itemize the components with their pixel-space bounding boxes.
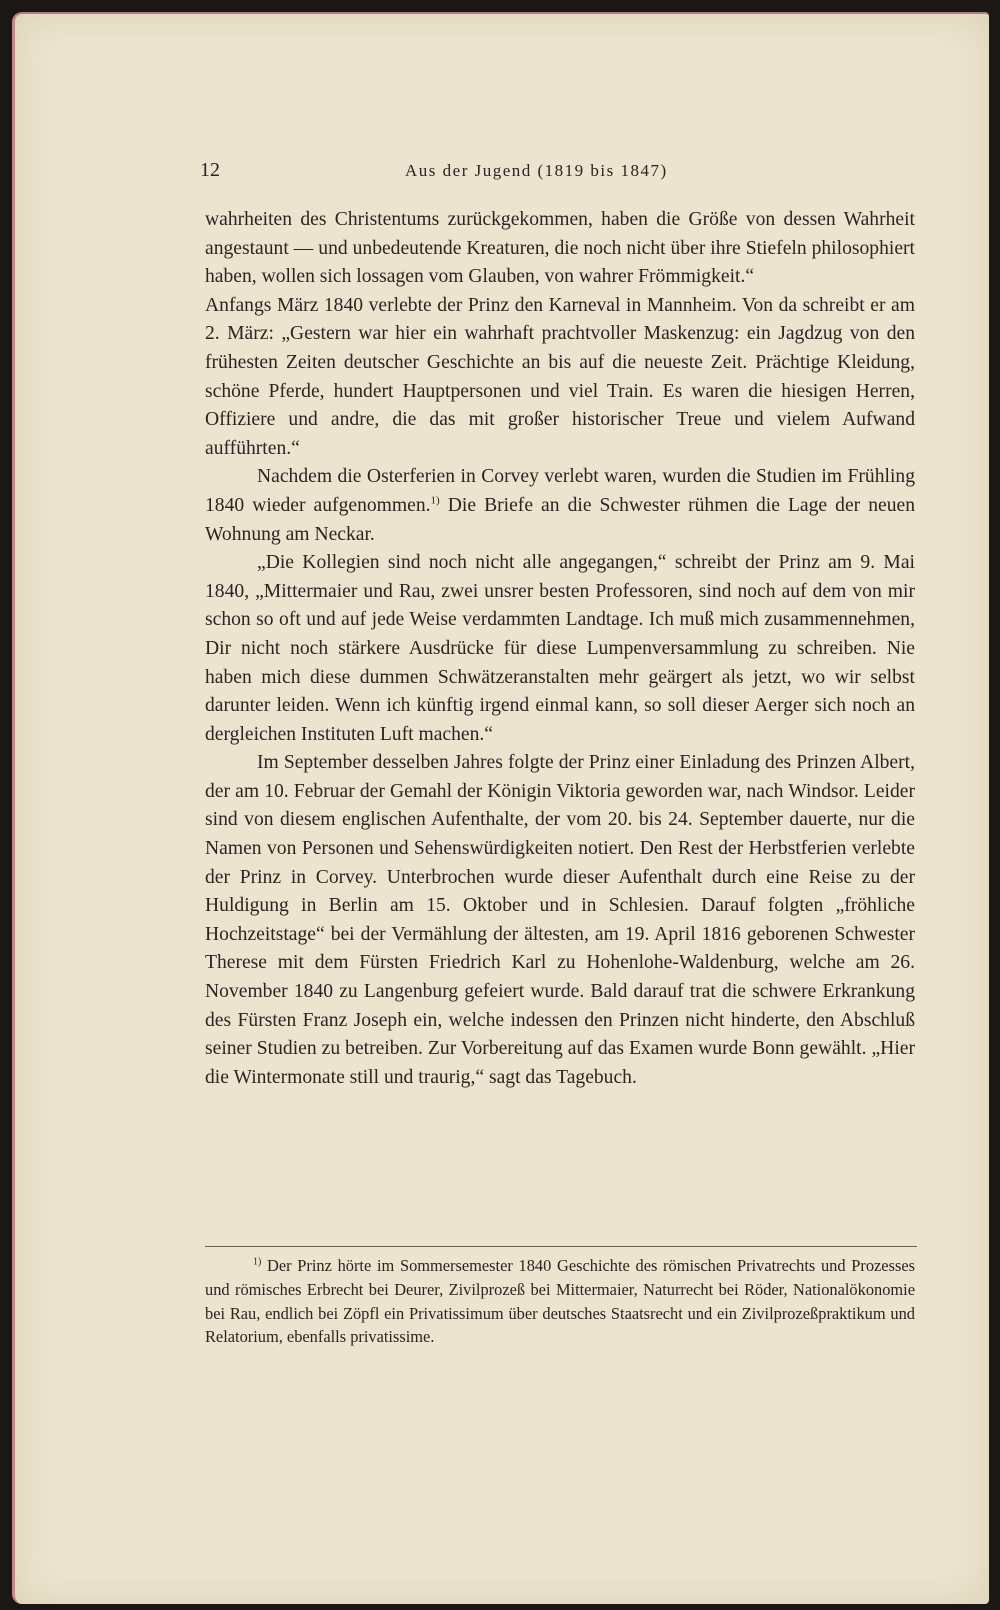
- page-header: [200, 159, 940, 189]
- book-page: [12, 12, 989, 1604]
- page-number: 12: [200, 159, 220, 181]
- paragraph-3-text: Nachdem die Osterferien in Corvey verlebt waren, wurden die Studien im Frühling 1840 wieder aufgenommen.: [205, 466, 915, 516]
- footnote: [205, 1254, 915, 1349]
- paragraph-5: Im September desselben Jahres folgte der Prinz einer Einladung des Prinzen Albert, der am 10. Februar der Gemahl der Königin Viktoria geworden war, nach Windsor. Leider sind von diesem englischen Aufenthalte, der vom 20. bis 24. September dauerte, nur die Namen von Personen und Sehenswürdigkeiten notiert. Den Rest der Herbstferien verlebte der Prinz in Corvey. Unterbrochen wurde dieser Aufenthalt durch eine Reise zu der Huldigung in Berlin am 15. Oktober und in Schlesien. Darauf folgten „fröhliche Hochzeitstage“ bei der Vermählung der ältesten, am 19. April 1816 geborenen Schwester Therese mit dem Fürsten Friedrich Karl zu Hohenlohe-Waldenburg, welche am 26. November 1840 zu Langenburg gefeiert wurde. Bald darauf trat die schwere Erkrankung des Fürsten Franz Joseph ein, welche indessen den Prinzen nicht hinderte, den Abschluß seiner Studien zu betreiben. Zur Vorbereitung auf das Examen wurde Bonn gewählt. „Hier die Wintermonate still und traurig,“ sagt das Tagebuch.: [205, 752, 915, 1088]
- paragraph-3-text-after: Die Briefe an die Schwester rühmen die Lage der neuen Wohnung am Neckar.: [205, 494, 915, 545]
- paragraph-2: Anfangs März 1840 verlebte der Prinz den Karneval in Mannheim. Von da schreibt er am 2. März: „Gestern war hier ein wahrhaft prachtvoller Maskenzug: ein Jagdzug von den frühesten Zeiten deutscher Geschichte an bis auf die neueste Zeit. Prächtige Kleidung, schöne Pferde, hundert Hauptpersonen und viel Train. Es waren die hiesigen Herren, Offiziere und andre, die das mit großer historischer Treue und vielem Aufwand aufführten.“: [205, 294, 915, 459]
- footnote-divider: [205, 1246, 917, 1247]
- paragraph-4: „Die Kollegien sind noch nicht alle angegangen,“ schreibt der Prinz am 9. Mai 1840, „Mittermaier und Rau, zwei unsrer besten Professoren, sind noch auf dem von mir schon so oft und auf jede Weise verdammten Landtage. Ich muß mich zusammennehmen, Dir nicht noch stärkere Ausdrücke für diese Lumpenversammlung zu schreiben. Nie haben mich diese dummen Schwätzeranstalten mehr geärgert als jetzt, wo wir selbst darunter leiden. Wenn ich künftig irgend einmal kann, so soll dieser Aerger sich noch an dergleichen Instituten Luft machen.“: [205, 552, 915, 745]
- running-title: Aus der Jugend (1819 bis 1847): [405, 161, 668, 180]
- footnote-paragraph: [205, 1254, 915, 1349]
- paragraph-3: [205, 463, 915, 549]
- footnote-marker: 1): [253, 1256, 262, 1268]
- body-text: [205, 206, 915, 1092]
- footnote-reference: 1): [430, 494, 440, 507]
- paragraph-1: wahrheiten des Christentums zurückgekommen, haben die Größe von dessen Wahrheit angestaunt — und unbedeutende Kreaturen, die noch nicht über ihre Stiefeln philosophiert haben, wollen sich lossagen vom Glauben, von wahrer Frömmigkeit.“: [205, 209, 915, 288]
- footnote-text: Der Prinz hörte im Sommersemester 1840 Geschichte des römischen Privatrechts und Prozesses und römisches Erbrecht bei Deurer, Zivilprozeß bei Mittermaier, Naturrecht bei Röder, Nationalökonomie bei Rau, endlich bei Zöpfl ein Privatissimum über deutsches Staatsrecht und ein Zivilprozeßpraktikum und Relatorium, ebenfalls privatissime.: [205, 1256, 915, 1347]
